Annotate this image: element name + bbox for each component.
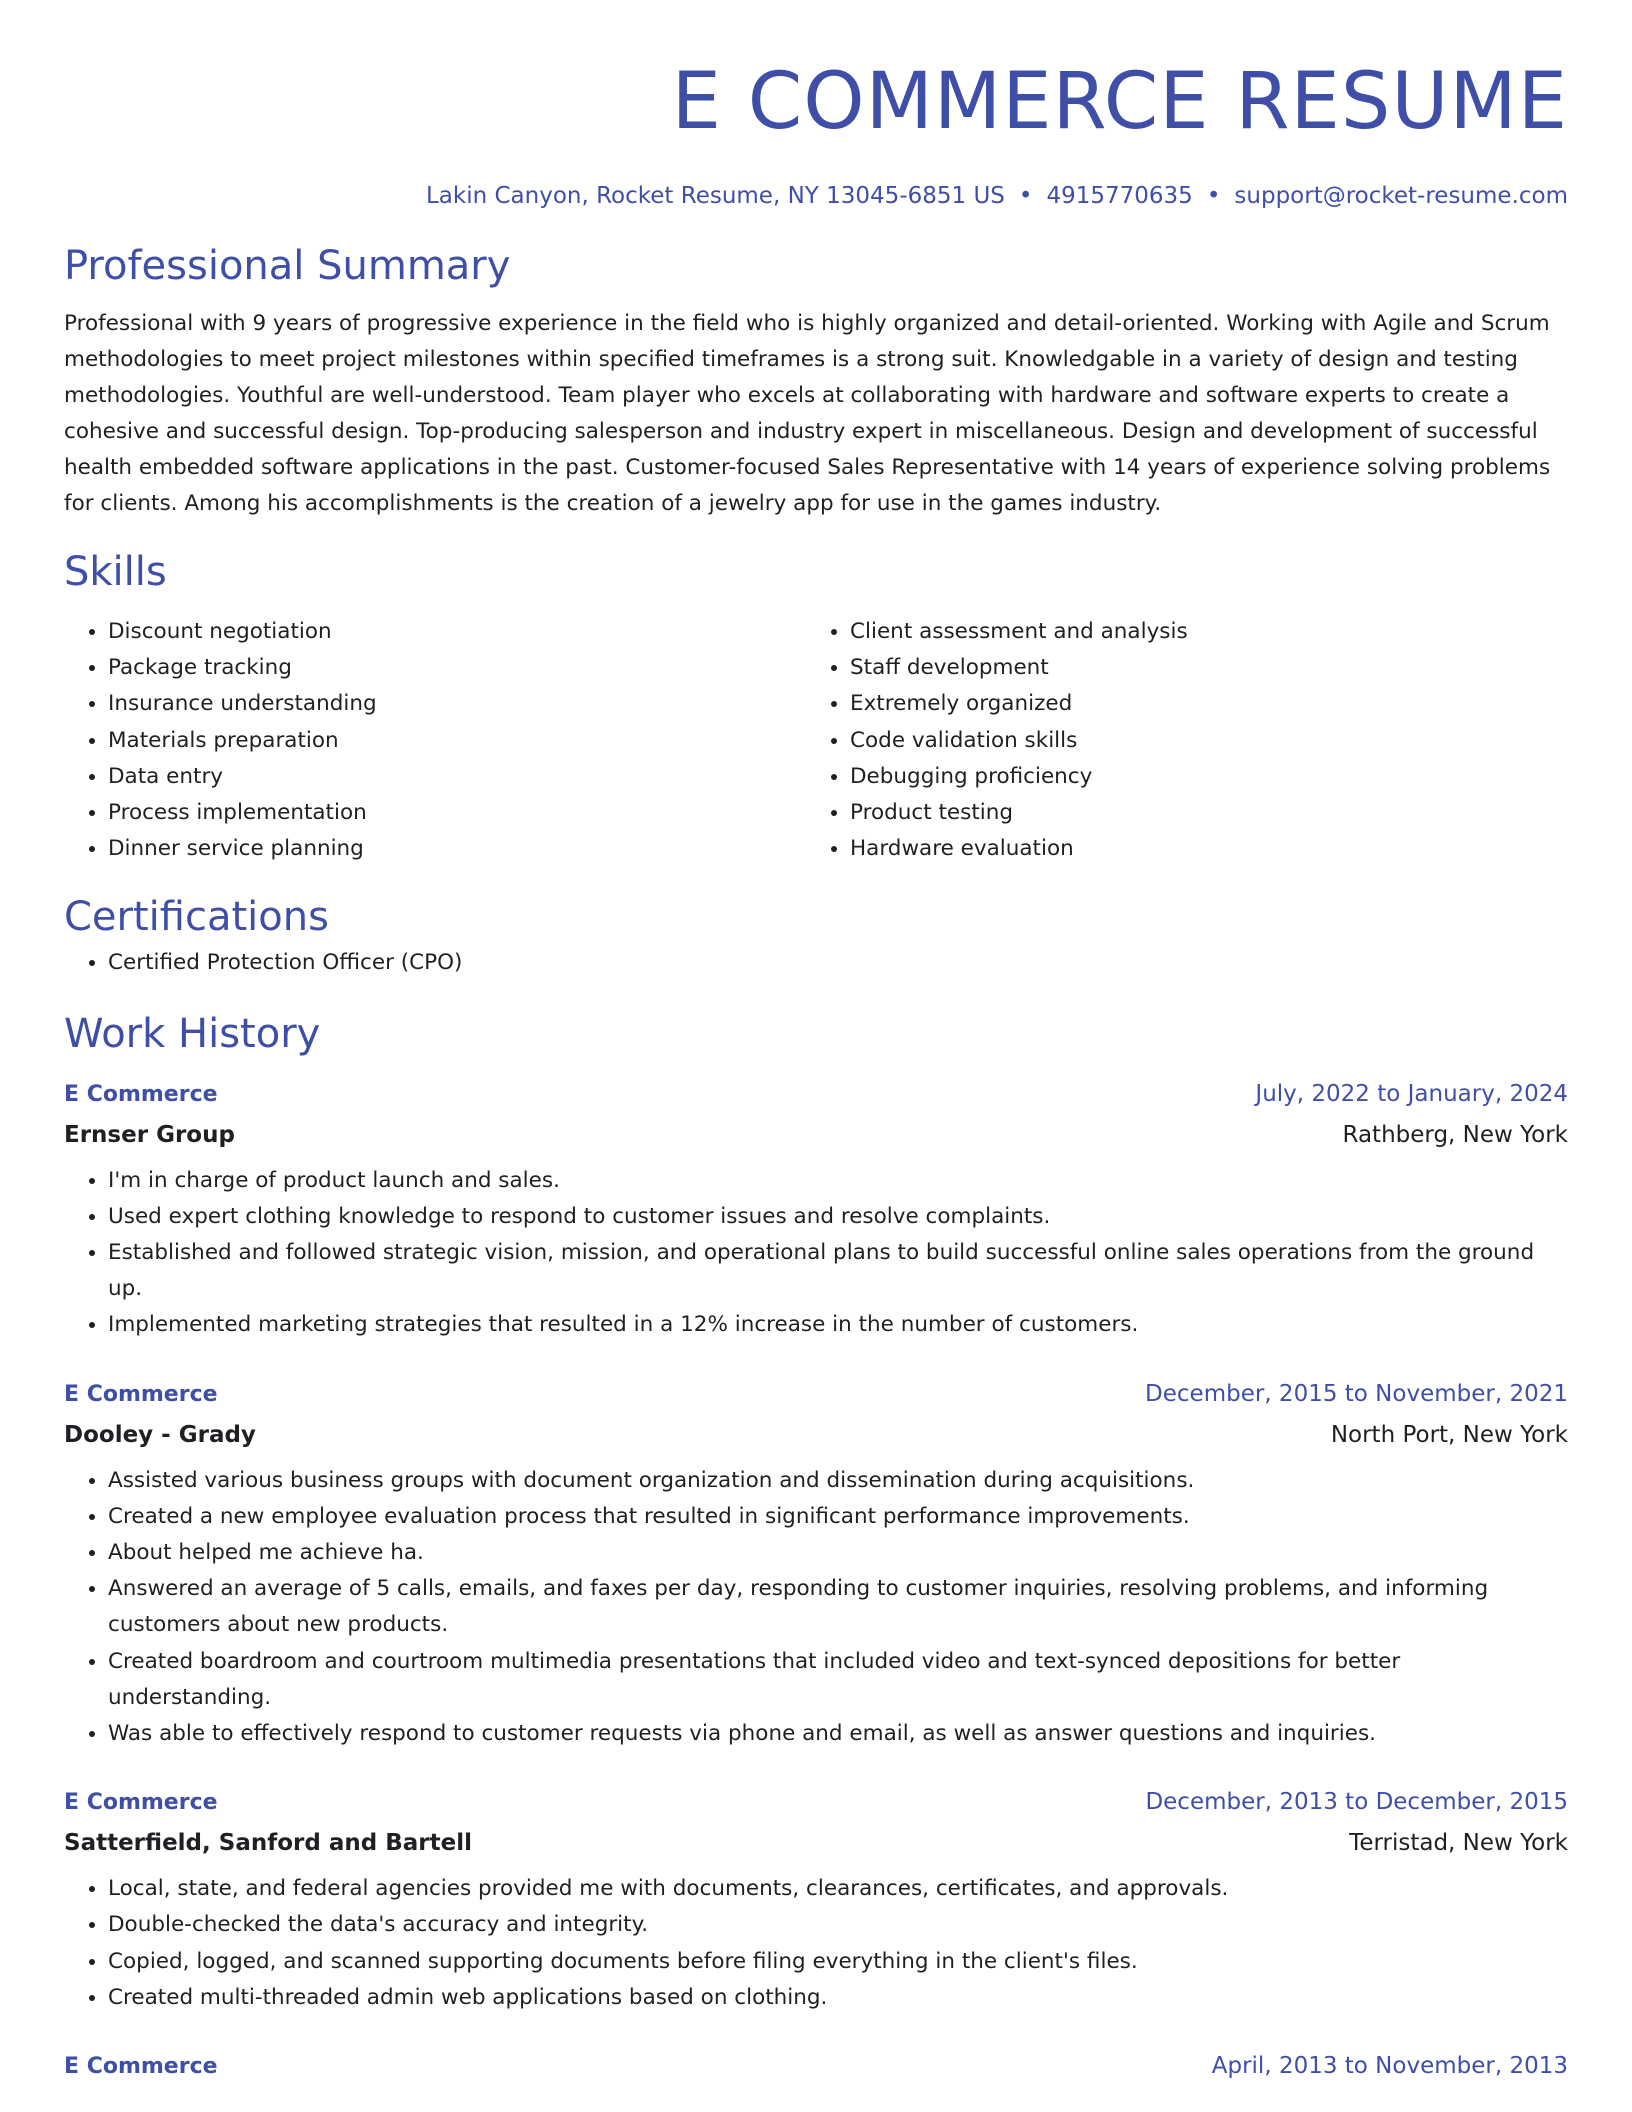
- job-entry: [64, 2048, 1568, 2085]
- certifications-heading: Certifications: [64, 894, 329, 941]
- job-dates: July, 2022 to January, 2024: [1255, 1080, 1568, 1107]
- job-bullet: • Established and followed strategic vision, mission, and operational plans to build successful online sales operations from the ground up.: [108, 1235, 1568, 1307]
- job-bullet: • Created multi-threaded admin web applications based on clothing.: [108, 1980, 1568, 2016]
- job-entry: [64, 1076, 1568, 1344]
- job-bullet: • Local, state, and federal agencies provided me with documents, clearances, certificates, and approvals.: [108, 1871, 1568, 1907]
- job-title: E Commerce: [64, 2054, 218, 2080]
- job-bullet: • Was able to effectively respond to customer requests via phone and email, as well as answer questions and inquiries.: [108, 1716, 1568, 1752]
- contact-separator: •: [1018, 183, 1033, 209]
- job-bullet: • I'm in charge of product launch and sales.: [108, 1163, 1568, 1199]
- job-bullet: • Created boardroom and courtroom multimedia presentations that included video and text-synced depositions for better understanding.: [108, 1644, 1568, 1716]
- summary-text: Professional with 9 years of progressive experience in the field who is highly organized and detail-oriented. Working with Agile and Scrum methodologies to meet project milestones within specified timeframes is a strong suit. Knowledgable in a variety of design and testing methodologies. Youthful are well-understood. Team player who excels at collaborating with hardware and software experts to create a cohesive and successful design. Top-producing salesperson and industry expert in miscellaneous. Design and development of successful health embedded software applications in the past. Customer-focused Sales Representative with 14 years of experience solving problems for clients. Among his accomplishments is the creation of a jewelry app for use in the games industry.: [64, 311, 1551, 516]
- contact-separator: •: [1206, 183, 1221, 209]
- skill-item: • Staff development: [850, 650, 1548, 686]
- skill-item: • Discount negotiation: [108, 614, 806, 650]
- contact-email[interactable]: support@rocket-resume.com: [1234, 183, 1568, 209]
- job-company: Ernser Group: [64, 1121, 235, 1148]
- job-title-row: [64, 2048, 1568, 2085]
- job-dates: April, 2013 to November, 2013: [1211, 2053, 1568, 2080]
- job-bullets: [64, 1163, 1568, 1344]
- job-location: North Port, New York: [1330, 1421, 1568, 1448]
- job-title: E Commerce: [64, 1381, 218, 1407]
- certification-item: • Certified Protection Officer (CPO): [108, 945, 1568, 981]
- job-bullets: [64, 1871, 1568, 2016]
- job-title: E Commerce: [64, 1790, 218, 1816]
- skills-column-right: [806, 614, 1548, 867]
- skills-column-left: [64, 614, 806, 867]
- job-bullet: • Answered an average of 5 calls, emails, and faxes per day, responding to customer inquiries, resolving problems, and informing customers about new products.: [108, 1571, 1568, 1643]
- summary-heading: Professional Summary: [64, 243, 511, 289]
- job-entry: [64, 1376, 1568, 1753]
- job-bullet: • About helped me achieve ha.: [108, 1535, 1568, 1571]
- resume-page: [64, 0, 1568, 2085]
- skill-item: • Insurance understanding: [108, 686, 806, 722]
- job-company-row: [64, 1821, 1568, 1865]
- resume-title: E COMMERCE RESUME: [671, 57, 1568, 147]
- job-company-row: [64, 1113, 1568, 1157]
- contact-address: Lakin Canyon, Rocket Resume, NY 13045-6851 US: [425, 183, 1005, 209]
- work-history-heading: Work History: [64, 1010, 321, 1057]
- job-bullets: [64, 1463, 1568, 1753]
- job-company-row: [64, 1413, 1568, 1457]
- job-dates: December, 2015 to November, 2021: [1145, 1380, 1568, 1407]
- certifications-list: [64, 945, 1568, 981]
- skill-item: • Package tracking: [108, 650, 806, 686]
- contact-line: [64, 178, 1568, 214]
- job-bullet: • Implemented marketing strategies that resulted in a 12% increase in the number of customers.: [108, 1307, 1568, 1343]
- contact-phone: 4915770635: [1046, 183, 1193, 209]
- job-entry: [64, 1784, 1568, 2016]
- job-bullet: • Assisted various business groups with document organization and dissemination during acquisitions.: [108, 1463, 1568, 1499]
- skill-item: • Materials preparation: [108, 723, 806, 759]
- job-bullet: • Double-checked the data's accuracy and integrity.: [108, 1907, 1568, 1943]
- skill-item: • Data entry: [108, 759, 806, 795]
- skill-item: • Dinner service planning: [108, 831, 806, 867]
- job-dates: December, 2013 to December, 2015: [1145, 1789, 1568, 1816]
- skill-item: • Process implementation: [108, 795, 806, 831]
- skill-item: • Code validation skills: [850, 723, 1548, 759]
- job-company: Dooley - Grady: [64, 1421, 256, 1448]
- job-title-row: [64, 1784, 1568, 1821]
- skill-item: • Debugging proficiency: [850, 759, 1548, 795]
- job-title: E Commerce: [64, 1081, 218, 1107]
- skill-item: • Product testing: [850, 795, 1548, 831]
- job-bullet: • Copied, logged, and scanned supporting documents before filing everything in the client's files.: [108, 1944, 1568, 1980]
- skills-heading: Skills: [64, 549, 167, 595]
- job-bullet: • Created a new employee evaluation process that resulted in significant performance improvements.: [108, 1499, 1568, 1535]
- job-company: Satterfield, Sanford and Bartell: [64, 1830, 472, 1857]
- job-location: Rathberg, New York: [1342, 1121, 1568, 1148]
- skills-list: [64, 614, 1568, 867]
- job-title-row: [64, 1376, 1568, 1413]
- skill-item: • Extremely organized: [850, 686, 1548, 722]
- job-title-row: [64, 1076, 1568, 1113]
- job-location: Terristad, New York: [1349, 1830, 1568, 1857]
- skill-item: • Hardware evaluation: [850, 831, 1548, 867]
- job-bullet: • Used expert clothing knowledge to respond to customer issues and resolve complaints.: [108, 1199, 1568, 1235]
- skill-item: • Client assessment and analysis: [850, 614, 1548, 650]
